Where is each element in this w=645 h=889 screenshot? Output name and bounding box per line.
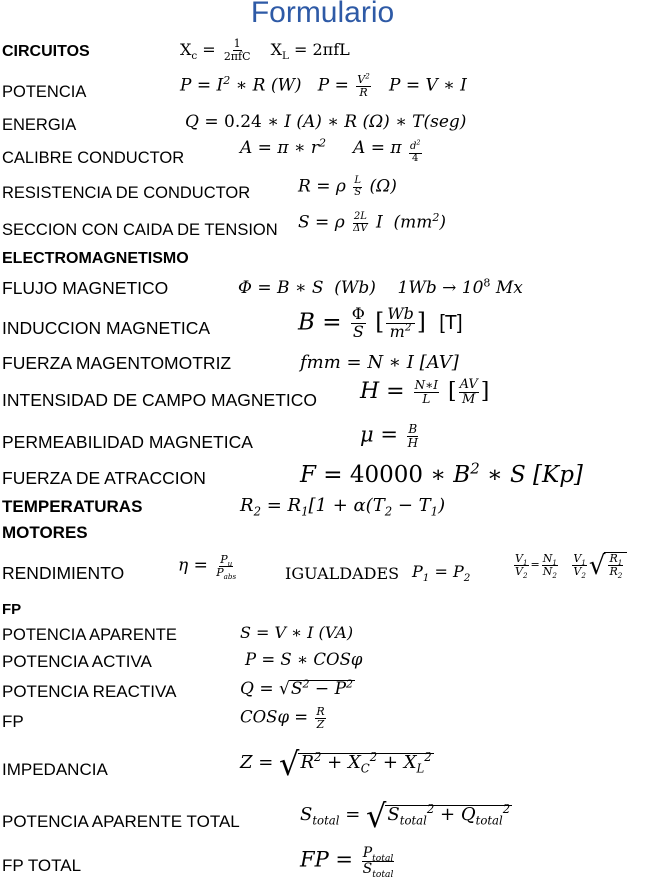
label-energia: ENERGIA <box>2 116 77 134</box>
section-header-circuitos: CIRCUITOS <box>2 43 90 60</box>
label-potencia: POTENCIA <box>2 83 87 101</box>
formula-potencia: $P = I^2$ ∗ R (W) P = $\frac{V^2}{R}$ P = V ∗ I <box>180 71 467 99</box>
formula-rendimiento: η = $\frac{P_u}{P_{abs}}$ <box>178 553 237 581</box>
igualdades-label: IGUALDADES <box>285 564 400 583</box>
formula-potencia-reactiva: $Q = √S^2 - P^2$ <box>240 677 354 699</box>
formula-igualdades: $P_1 = P_2$ <box>412 562 471 585</box>
formula-potencia-aparente-total: $S_{total} = √S_{total}^2 + Q_{total}^2$ <box>300 797 511 835</box>
formula-fmm: fmm = N ∗ I [AV] <box>300 352 459 373</box>
label-intensidad-campo: INTENSIDAD DE CAMPO MAGNETICO <box>2 390 318 410</box>
label-fp-total: FP TOTAL <box>2 856 82 875</box>
label-seccion-caida-tension: SECCION CON CAIDA DE TENSION <box>2 221 278 239</box>
formula-circuitos: $X_c$ = $\frac{1}{\text{2πfC}}$ $X_L = 2\pi fL$ <box>180 37 350 63</box>
section-header-motores: MOTORES <box>2 523 88 542</box>
label-potencia-reactiva: POTENCIA REACTIVA <box>2 682 177 701</box>
formula-seccion: S = ρ $\frac{2L}{\Delta V}$ I $(mm^2)$ <box>298 210 447 234</box>
label-calibre-conductor: CALIBRE CONDUCTOR <box>2 149 185 167</box>
formula-resistencia: R = ρ $\frac{L}{S}$ (Ω) <box>298 175 397 198</box>
formula-impedancia: $Z = √R^2 + X_C^2 + X_L^2$ <box>240 745 432 783</box>
formula-fp-total: FP = $\frac{P_{total}}{S_{total}}$ <box>300 845 394 880</box>
label-induccion-magnetica: INDUCCION MAGNETICA <box>2 318 211 338</box>
label-permeabilidad: PERMEABILIDAD MAGNETICA <box>2 432 253 452</box>
formula-relaciones-motor: $\frac{V_1}{V_2}$ = $\frac{N_1}{N_2}$ $\frac{V_1}{V_2}$ √ $\frac{R_1}{R_2}$ <box>512 552 627 579</box>
formula-induccion: B = $\frac{\Phi}{S}$ [ $\frac{Wb}{m^2}$ ] [T] <box>298 304 463 341</box>
section-header-electromagnetismo: ELECTROMAGNETISMO <box>2 250 189 267</box>
formula-permeabilidad: μ = $\frac{B}{H}$ <box>360 422 419 450</box>
label-flujo-magnetico: FLUJO MAGNETICO <box>2 278 169 298</box>
formula-fp: COSφ = $\frac{R}{Z}$ <box>240 705 325 731</box>
formula-temperaturas: $R_2 = R_1[1 + \alpha(T_2 - T_1)$ <box>240 495 446 519</box>
page-title: Formulario <box>250 0 395 29</box>
label-fuerza-atraccion: FUERZA DE ATRACCION <box>2 468 206 488</box>
section-header-temperaturas: TEMPERATURAS <box>2 497 143 516</box>
label-potencia-aparente: POTENCIA APARENTE <box>2 626 177 644</box>
label-impedancia: IMPEDANCIA <box>2 760 108 779</box>
label-potencia-aparente-total: POTENCIA APARENTE TOTAL <box>2 812 240 831</box>
label-potencia-activa: POTENCIA ACTIVA <box>2 652 152 671</box>
label-resistencia-conductor: RESISTENCIA DE CONDUCTOR <box>2 184 251 202</box>
label-fuerza-magnetomotriz: FUERZA MAGENTOMOTRIZ <box>2 353 232 373</box>
formula-atraccion: F = 40000 ∗ $B^2$ ∗ S [Kp] <box>300 459 583 488</box>
label-fp: FP <box>2 712 24 731</box>
formula-flujo: Φ = B ∗ S (Wb) $1Wb \to 10^8$ Mx <box>238 276 523 298</box>
formula-potencia-activa: P = S ∗ COSφ <box>245 650 363 669</box>
formula-energia: Q = 0.24 ∗ I (A) ∗ R (Ω) ∗ T(seg) <box>185 112 467 132</box>
formula-calibre: A = π ∗ $r^2$ A = π $\frac{d^2}{4}$ <box>240 136 421 164</box>
label-rendimiento: RENDIMIENTO <box>2 563 125 583</box>
formula-potencia-aparente: S = V ∗ I (VA) <box>240 623 354 642</box>
section-header-fp: FP <box>2 601 22 618</box>
formula-intensidad: H = $\frac{N∗I}{L}$ [ $\frac{AV}{M}$ ] <box>360 377 490 407</box>
